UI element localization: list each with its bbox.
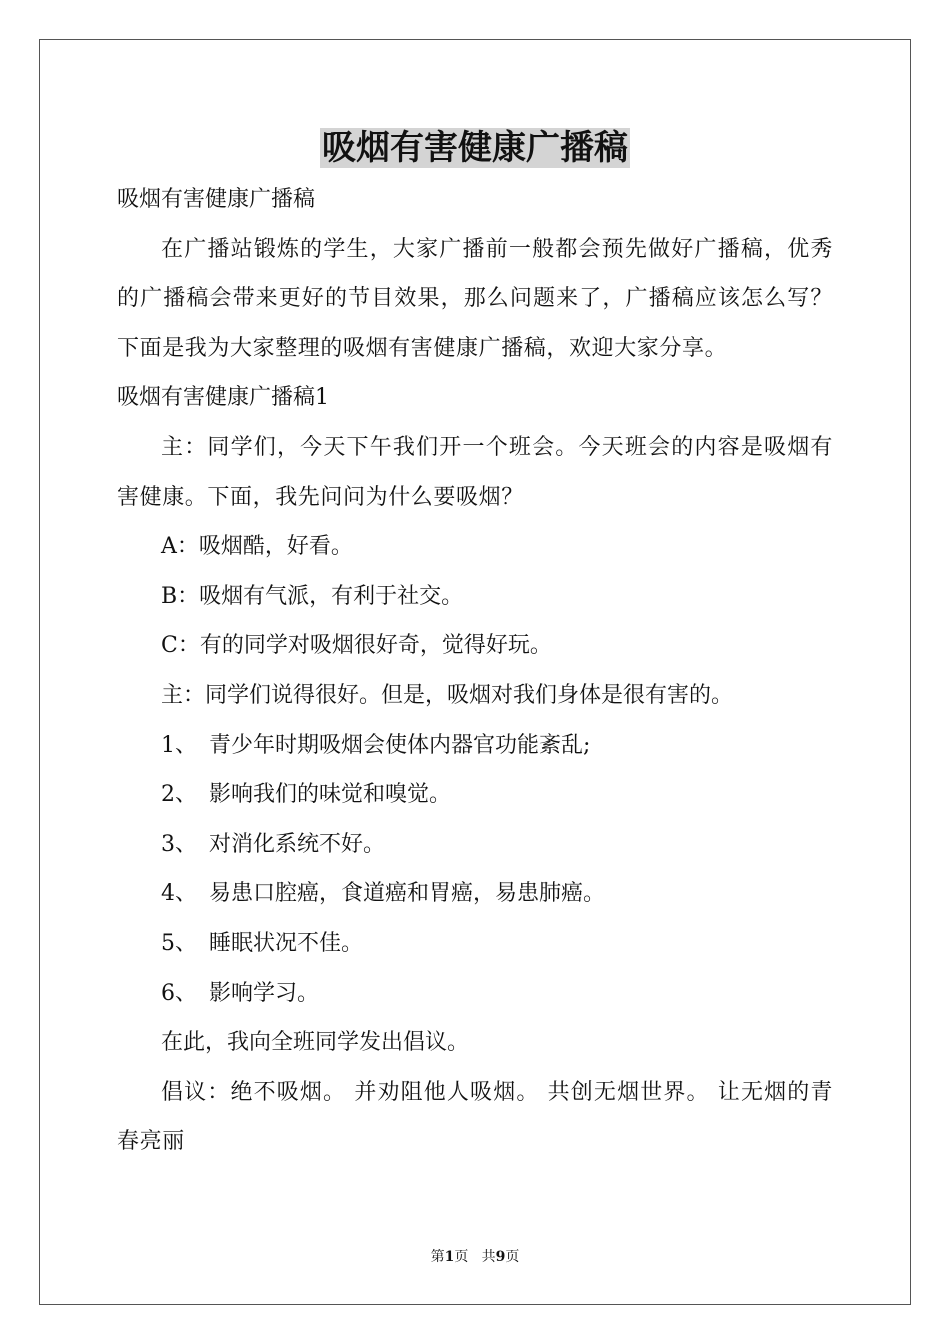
list-item	[117, 919, 833, 969]
call-intro: 在此，我向全班同学发出倡议。	[161, 1030, 470, 1056]
proposal-paragraph: 倡议：绝不吸烟。 并劝阻他人吸烟。 共创无烟世界。 让无烟的青春亮丽	[117, 1079, 833, 1155]
host-opening-paragraph: 主：同学们，今天下午我们开一个班会。今天班会的内容是吸烟有害健康。下面，我先问问为什么要吸烟？	[117, 434, 833, 510]
answer-b: B：吸烟有气派，有利于社交。	[161, 583, 464, 609]
list-item-number: 6、	[161, 980, 197, 1006]
document-title-text: 吸烟有害健康广播稿	[322, 128, 628, 168]
list-item-text: 睡眠状况不佳。	[209, 930, 364, 956]
section-heading: 吸烟有害健康广播稿1	[117, 385, 329, 411]
document-body	[117, 175, 833, 1167]
host-reply: 主：同学们说得很好。但是，吸烟对我们身体是很有害的。	[161, 682, 734, 708]
list-item	[117, 721, 833, 771]
page-number: 1	[444, 1249, 455, 1265]
list-item-number: 1、	[161, 732, 197, 758]
list-item-number: 4、	[161, 881, 197, 907]
document-subtitle: 吸烟有害健康广播稿	[117, 187, 316, 212]
page-suffix: 页	[454, 1249, 469, 1265]
page-prefix: 第	[430, 1249, 445, 1265]
intro-paragraph: 在广播站锻炼的学生，大家广播前一般都会预先做好广播稿，优秀的广播稿会带来更好的节目效果，那么问题来了，广播稿应该怎么写？下面是我为大家整理的吸烟有害健康广播稿，欢迎大家分享。	[117, 236, 833, 361]
list-item-text: 影响我们的味觉和嗅觉。	[209, 782, 452, 808]
list-item	[117, 869, 833, 919]
list-item-number: 5、	[161, 930, 197, 956]
document-title	[0, 124, 950, 172]
list-item	[117, 969, 833, 1019]
list-item-text: 青少年时期吸烟会使体内器官功能紊乱;	[209, 732, 591, 758]
list-item-number: 2、	[161, 782, 197, 808]
list-item-text: 易患口腔癌，食道癌和胃癌，易患肺癌。	[209, 881, 606, 907]
list-item-number: 3、	[161, 831, 197, 857]
list-item	[117, 820, 833, 870]
total-suffix: 页	[505, 1249, 520, 1265]
total-pages: 9	[495, 1249, 506, 1265]
list-item-text: 对消化系统不好。	[209, 831, 386, 857]
list-item-text: 影响学习。	[209, 980, 320, 1006]
answer-c: C：有的同学对吸烟很好奇，觉得好玩。	[161, 633, 552, 659]
answer-a: A：吸烟酷，好看。	[161, 534, 353, 560]
total-prefix: 共	[481, 1249, 496, 1265]
list-item	[117, 770, 833, 820]
page-footer	[0, 1247, 950, 1267]
